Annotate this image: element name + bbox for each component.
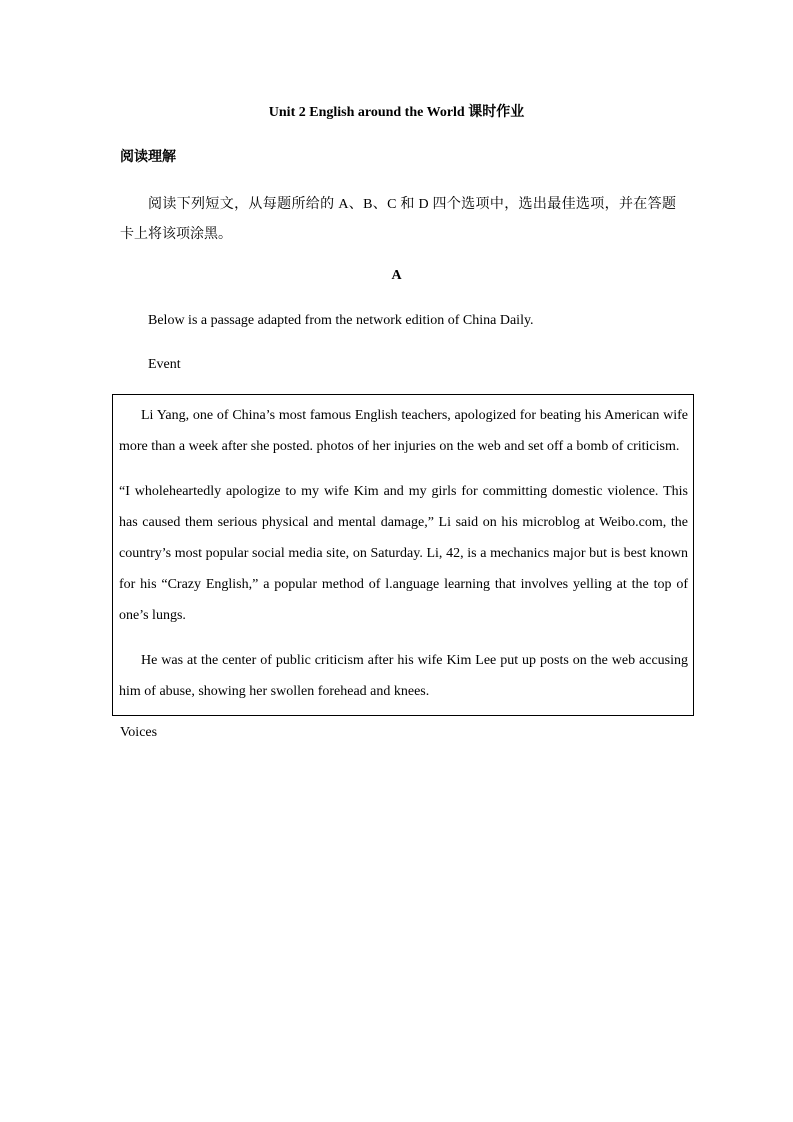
event-label: Event [148, 357, 181, 372]
event-paragraph-3: He was at the center of public criticism after his wife Kim Lee put up posts on the web accusing him of abuse, showing her swollen forehead and knees. [119, 653, 688, 699]
voices-label: Voices [120, 725, 158, 740]
event-box [112, 394, 694, 716]
instructions-text: 阅读下列短文，从每题所给的 A、B、C 和 D 四个选项中，选出最佳选项，并在答题卡上将该项涂黑。 [120, 197, 676, 242]
event-paragraph-2: “I wholeheartedly apologize to my wife Kim and my girls for committing domestic violence. This has caused them serious physical and mental damage,” Li said on his microblog at Weibo.com, the country’s most popular social media site, on Saturday. Li, 42, is a mechanics major but is best known for his “Crazy English,” a popular method of l.anguage learning that involves yelling at the top of one’s lungs. [119, 484, 688, 623]
page-title: Unit 2 English around the World 课时作业 [268, 105, 525, 120]
event-paragraph-1: Li Yang, one of China’s most famous English teachers, apologized for beating his American wife more than a week after she posted. photos of her injuries on the web and set off a bomb of criticism. [119, 408, 688, 454]
passage-label: A [391, 268, 402, 283]
section-heading: 阅读理解 [120, 150, 176, 165]
passage-intro: Below is a passage adapted from the network edition of China Daily. [148, 313, 534, 328]
